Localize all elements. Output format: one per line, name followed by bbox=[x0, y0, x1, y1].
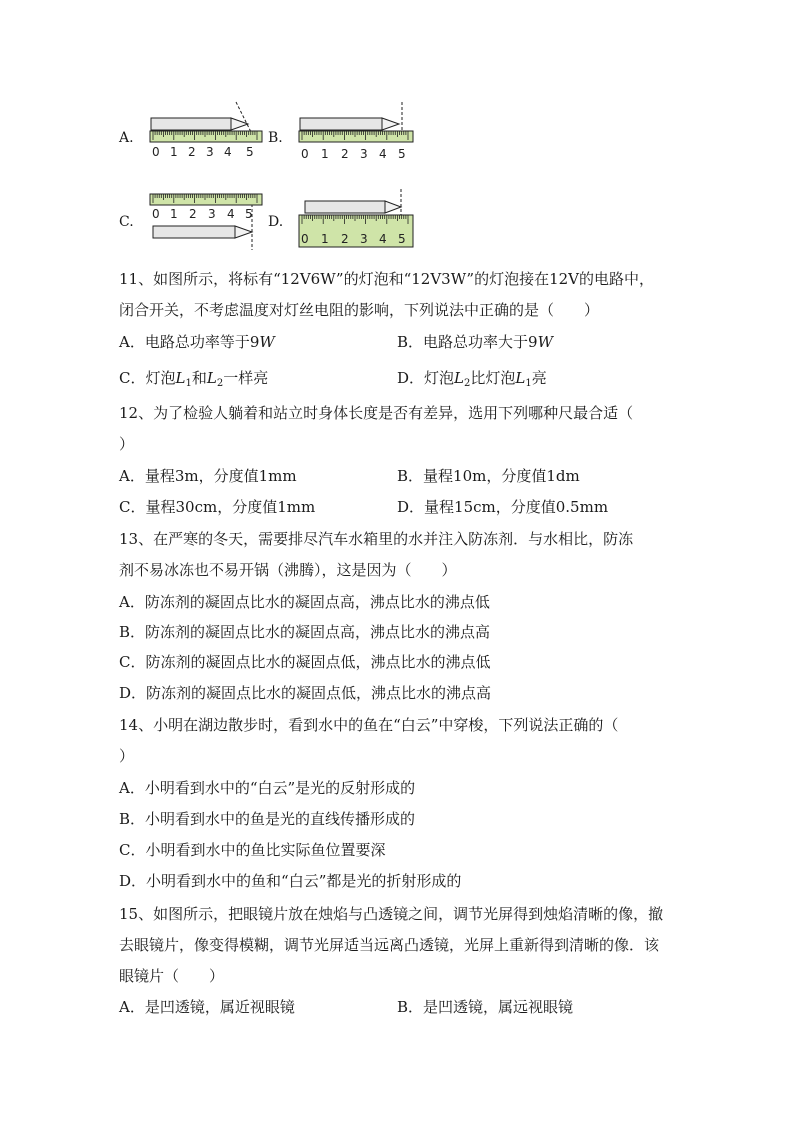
ruler-tick-label: 5 bbox=[398, 147, 406, 161]
ruler-tick-label: 0 bbox=[301, 147, 309, 161]
question-text-line: 去眼镜片，像变得模糊，调节光屏适当远离凸透镜，光屏上重新得到清晰的像．该 bbox=[119, 936, 660, 954]
answer-option-b: B．防冻剂的凝固点比水的凝固点高，沸点比水的沸点高 bbox=[119, 623, 491, 641]
ruler-tick-label: 3 bbox=[360, 147, 368, 161]
question-text-line: 11、如图所示，将标有“12V6W”的灯泡和“12V3W”的灯泡接在12V的电路中， bbox=[119, 270, 655, 288]
ruler-tick-label: 1 bbox=[170, 207, 178, 221]
ruler-tick-label: 0 bbox=[301, 232, 309, 246]
answer-option-a: A．小明看到水中的“白云”是光的反射形成的 bbox=[119, 779, 416, 797]
ruler-tick-label: 4 bbox=[227, 207, 235, 221]
answer-option-a: A．防冻剂的凝固点比水的凝固点高，沸点比水的沸点低 bbox=[119, 593, 490, 611]
ruler-tick-label: 1 bbox=[170, 145, 178, 159]
ruler-figure-a bbox=[148, 100, 266, 164]
ruler-tick-label: 1 bbox=[321, 232, 329, 246]
subscript: 2 bbox=[464, 378, 471, 389]
ruler-tick-label: 3 bbox=[206, 145, 214, 159]
question-text-line: 15、如图所示，把眼镜片放在烛焰与凸透镜之间，调节光屏得到烛焰清晰的像，撤 bbox=[119, 905, 664, 923]
question-text-line: 13、在严寒的冬天，需要排尽汽车水箱里的水并注入防冻剂．与水相比，防冻 bbox=[119, 530, 634, 548]
answer-option-d: D．防冻剂的凝固点比水的凝固点低，沸点比水的沸点高 bbox=[119, 684, 492, 702]
answer-option-text: B．电路总功率大于9 bbox=[397, 333, 538, 351]
answer-option-d: D．量程15cm，分度值0.5mm bbox=[397, 498, 609, 516]
answer-option-a bbox=[119, 332, 275, 352]
question-text-line: ） bbox=[119, 747, 135, 765]
symbol: L bbox=[175, 369, 186, 387]
answer-option-text: 亮 bbox=[531, 369, 547, 387]
pencil bbox=[153, 226, 252, 238]
answer-option-text: 一样亮 bbox=[223, 369, 269, 387]
subscript: 2 bbox=[216, 378, 224, 389]
ruler-figure-c bbox=[148, 190, 266, 252]
answer-option-b: B．量程10m，分度值1dm bbox=[397, 467, 580, 485]
ruler-tick-label: 5 bbox=[246, 145, 254, 159]
ruler-tick-label: 0 bbox=[152, 207, 160, 221]
figure-option-a-label: A. bbox=[119, 130, 134, 146]
answer-option-b: B．小明看到水中的鱼是光的直线传播形成的 bbox=[119, 810, 416, 828]
subscript: 1 bbox=[525, 378, 532, 389]
symbol: L bbox=[454, 369, 464, 387]
pencil bbox=[151, 118, 248, 130]
question-text-line: 闭合开关，不考虑温度对灯丝电阻的影响，下列说法中正确的是（ ） bbox=[119, 301, 600, 319]
ruler bbox=[150, 194, 262, 221]
ruler-tick-label: 5 bbox=[245, 207, 253, 221]
answer-option-text: 和 bbox=[191, 369, 207, 387]
ruler-tick-label: 4 bbox=[379, 147, 387, 161]
ruler-tick-label: 0 bbox=[152, 145, 160, 159]
question-text-line: 14、小明在湖边散步时，看到水中的鱼在“白云”中穿梭，下列说法正确的（ bbox=[119, 716, 619, 734]
answer-option-a: A．是凹透镜，属近视眼镜 bbox=[119, 998, 295, 1016]
answer-option-b: B．是凹透镜，属远视眼镜 bbox=[397, 998, 574, 1016]
ruler-tick-label: 3 bbox=[208, 207, 216, 221]
answer-option-c bbox=[119, 368, 268, 394]
figure-option-b-label: B. bbox=[268, 130, 283, 146]
pencil bbox=[300, 118, 399, 130]
unit: W bbox=[259, 333, 275, 351]
ruler-tick-label: 1 bbox=[321, 147, 329, 161]
subscript: 1 bbox=[185, 378, 192, 389]
ruler-tick-label: 2 bbox=[188, 145, 196, 159]
question-text-line: 眼镜片（ ） bbox=[119, 967, 225, 985]
answer-option-text: D．灯泡 bbox=[397, 369, 455, 387]
ruler-tick-label: 3 bbox=[360, 232, 368, 246]
ruler-tick-label: 2 bbox=[341, 147, 349, 161]
ruler bbox=[299, 131, 413, 161]
answer-option-d bbox=[397, 368, 547, 394]
symbol: L bbox=[515, 369, 526, 387]
answer-option-c: C．小明看到水中的鱼比实际鱼位置要深 bbox=[119, 841, 386, 859]
ruler-tick-label: 2 bbox=[341, 232, 349, 246]
answer-option-a: A．量程3m，分度值1mm bbox=[119, 467, 297, 485]
ruler-figure-d bbox=[297, 185, 417, 249]
ruler-tick-label: 4 bbox=[224, 145, 232, 159]
ruler bbox=[299, 215, 413, 247]
answer-option-d: D．小明看到水中的鱼和“白云”都是光的折射形成的 bbox=[119, 872, 462, 890]
answer-option-text: C．灯泡 bbox=[119, 369, 176, 387]
ruler-tick-label: 2 bbox=[189, 207, 197, 221]
answer-option-text: A．电路总功率等于9 bbox=[119, 333, 260, 351]
question-text-line: 剂不易冰冻也不易开锅（沸腾），这是因为（ ） bbox=[119, 561, 457, 579]
answer-option-text: 比灯泡 bbox=[470, 369, 516, 387]
answer-option-c: C．防冻剂的凝固点比水的凝固点低，沸点比水的沸点低 bbox=[119, 653, 491, 671]
symbol: L bbox=[206, 369, 217, 387]
answer-option-b bbox=[397, 332, 553, 352]
ruler bbox=[150, 131, 262, 159]
ruler-figure-b bbox=[297, 100, 417, 164]
figure-option-d-label: D. bbox=[268, 214, 284, 230]
answer-option-c: C．量程30cm，分度值1mm bbox=[119, 498, 316, 516]
unit: W bbox=[537, 333, 553, 351]
question-text-line: 12、为了检验人躺着和站立时身体长度是否有差异，选用下列哪种尺最合适（ bbox=[119, 404, 634, 422]
question-text-line: ） bbox=[119, 435, 135, 453]
ruler-tick-label: 4 bbox=[379, 232, 387, 246]
pencil bbox=[305, 201, 401, 213]
ruler-tick-label: 5 bbox=[398, 232, 406, 246]
figure-option-c-label: C. bbox=[119, 214, 134, 230]
